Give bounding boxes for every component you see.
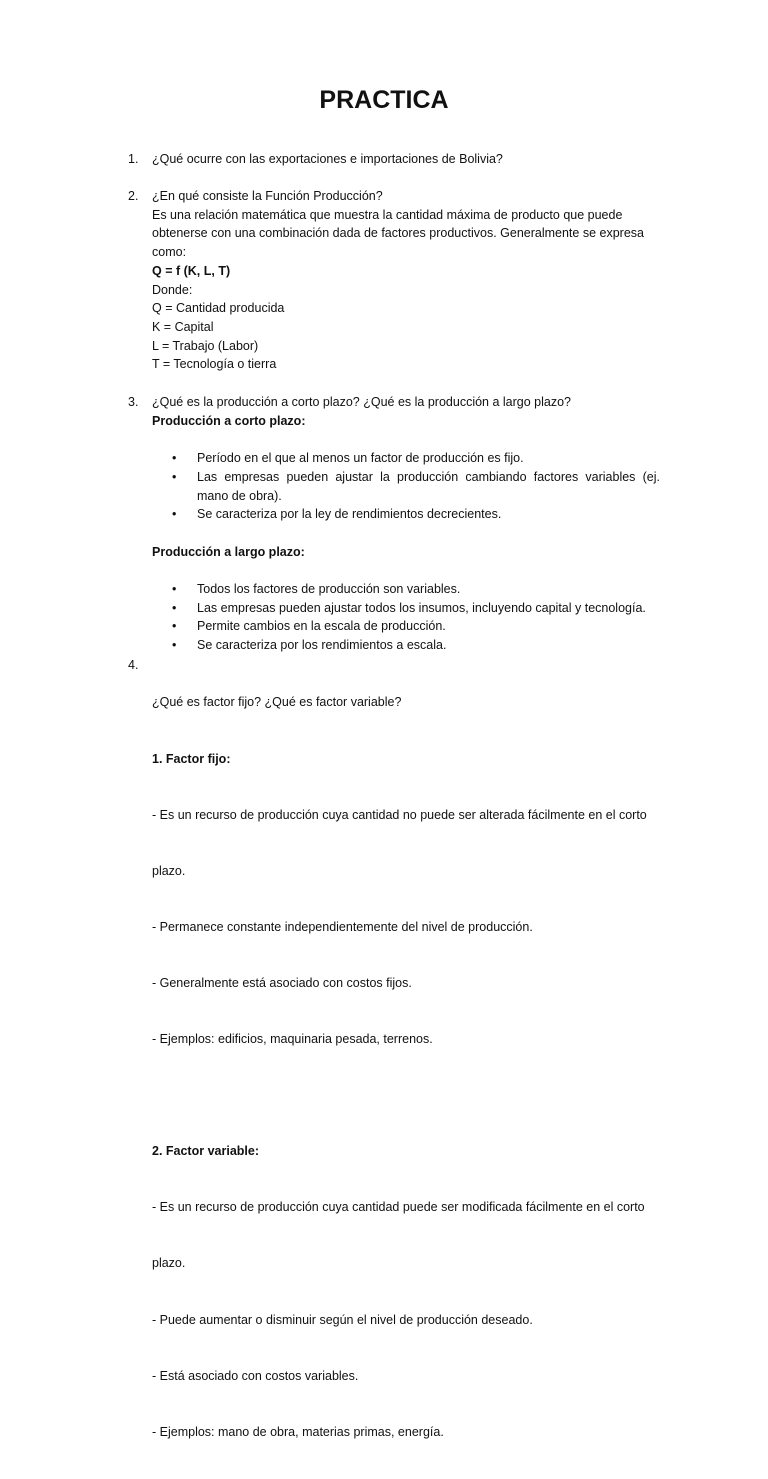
answer-line: plazo. [152,863,186,878]
question-2 [128,187,668,374]
question-number: 4. [128,658,139,672]
question-1 [128,150,668,169]
formula: Q = f (K, L, T) [152,263,231,278]
bullet-item: • Todos los factores de producción son variables. [152,580,660,599]
answer-line: obtenerse con una combinación dada de factores productivos. Generalmente se expresa [152,226,644,241]
answer-line: - Generalmente está asociado con costos fijos. [152,975,412,990]
question-text: ¿En qué consiste la Función Producción? [152,189,383,203]
answer-line: como: [152,245,187,260]
question-text: ¿Qué es la producción a corto plazo? ¿Qué es la producción a largo plazo? [152,395,571,409]
bullet-icon: • [172,600,177,615]
bullet-icon: • [172,581,177,596]
definition-line: L = Trabajo (Labor) [152,338,259,353]
question-number: 1. [128,152,139,166]
bullet-icon: • [172,469,177,484]
bullet-item: • Se caracteriza por la ley de rendimientos decrecientes. [152,505,660,524]
bullet-item: • Período en el que al menos un factor de producción es fijo. [152,449,660,468]
definition-line: T = Tecnología o tierra [152,357,277,372]
answer-line: - Está asociado con costos variables. [152,1368,359,1383]
answer-line: Es una relación matemática que muestra la cantidad máxima de producto que puede [152,207,623,222]
question-4 [128,656,668,1479]
donde-label: Donde: [152,282,193,297]
answer-line: - Es un recurso de producción cuya cantidad puede ser modificada fácilmente en el corto [152,1200,645,1215]
answer-line: - Ejemplos: mano de obra, materias primas, energía. [152,1424,444,1439]
bullet-icon: • [172,507,177,522]
bullet-icon: • [172,619,177,634]
question-text: ¿Qué ocurre con las exportaciones e importaciones de Bolivia? [152,152,503,166]
bullet-item: • Las empresas pueden ajustar la producción cambiando factores variables (ej. mano de obra). [172,469,660,503]
answer-line: plazo. [152,1256,186,1271]
section-heading: Producción a largo plazo: [152,544,305,559]
section-heading: 2. Factor variable: [152,1144,259,1159]
answer-line: - Ejemplos: edificios, maquinaria pesada, terrenos. [152,1032,433,1047]
bullet-item: • Las empresas pueden ajustar todos los insumos, incluyendo capital y tecnología. [152,599,660,618]
question-text: ¿Qué es factor fijo? ¿Qué es factor variable? [152,695,402,710]
definition-line: K = Capital [152,319,214,334]
bullet-item: • Se caracteriza por los rendimientos a escala. [152,636,660,655]
answer-line: - Puede aumentar o disminuir según el nivel de producción deseado. [152,1312,533,1327]
bullet-icon: • [172,638,177,653]
definition-line: Q = Cantidad producida [152,301,285,316]
section-heading: Producción a corto plazo: [152,413,306,428]
question-number: 2. [128,189,139,203]
bullet-icon: • [172,451,177,466]
question-number: 3. [128,395,139,409]
section-heading: 1. Factor fijo: [152,751,231,766]
question-3 [128,393,668,655]
page-title: PRACTICA [319,86,449,114]
answer-line: - Permanece constante independientemente del nivel de producción. [152,919,533,934]
answer-line: - Es un recurso de producción cuya cantidad no puede ser alterada fácilmente en el corto [152,807,647,822]
bullet-item: • Permite cambios en la escala de producción. [152,617,660,636]
